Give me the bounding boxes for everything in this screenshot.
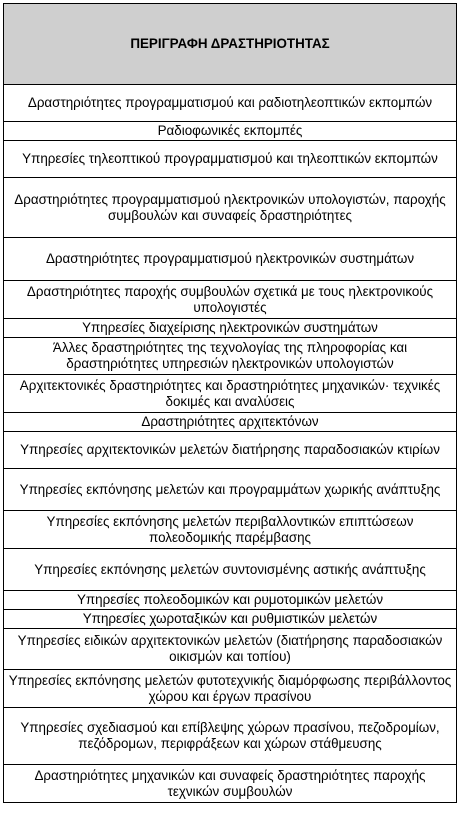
table-cell: Δραστηριότητες προγραμματισμού ηλεκτρονικών συστημάτων [4,238,457,281]
table-row [4,469,457,511]
table-cell: Ραδιοφωνικές εκπομπές [4,122,457,141]
table-row [4,141,457,178]
table-cell: Υπηρεσίες τηλεοπτικού προγραμματισμού και τηλεοπτικών εκπομπών [4,141,457,178]
table-cell: Υπηρεσίες σχεδιασμού και επίβλεψης χώρων πρασίνου, πεζοδρομίων, πεζόδρομων, περιφράξεων και χώρων στάθμευσης [4,708,457,765]
table-cell: Δραστηριότητες αρχιτεκτόνων [4,413,457,432]
table-row [4,549,457,591]
table-row [4,708,457,765]
table-row [4,670,457,708]
table-cell: Δραστηριότητες προγραμματισμού ηλεκτρονικών υπολογιστών, παροχής συμβουλών και συναφείς δραστηριότητες [4,178,457,238]
table-cell: Υπηρεσίες πολεοδομικών και ρυμοτομικών μελετών [4,591,457,610]
table-row [4,319,457,338]
table-cell: Άλλες δραστηριότητες της τεχνολογίας της πληροφορίας και δραστηριότητες υπηρεσιών ηλεκτρονικών υπολογιστών [4,338,457,375]
table-row [4,629,457,670]
table-cell: Υπηρεσίες ειδικών αρχιτεκτονικών μελετών (διατήρησης παραδοσιακών οικισμών και τοπίου) [4,629,457,670]
table-row [4,610,457,629]
activity-table [3,3,457,803]
table-row [4,591,457,610]
table-cell: Δραστηριότητες μηχανικών και συναφείς δραστηριότητες παροχής τεχνικών συμβουλών [4,765,457,803]
table-row [4,511,457,549]
table-cell: Υπηρεσίες εκπόνησης μελετών συντονισμένης αστικής ανάπτυξης [4,549,457,591]
table-cell: Υπηρεσίες αρχιτεκτονικών μελετών διατήρησης παραδοσιακών κτιρίων [4,432,457,469]
table-cell: Υπηρεσίες εκπόνησης μελετών και προγραμμάτων χωρικής ανάπτυξης [4,469,457,511]
table-row [4,432,457,469]
table-header-row [4,4,457,85]
table-row [4,238,457,281]
table-row [4,281,457,319]
table-row [4,122,457,141]
table-row [4,765,457,803]
table-cell: Υπηρεσίες διαχείρισης ηλεκτρονικών συστημάτων [4,319,457,338]
table-row [4,413,457,432]
table-cell: Υπηρεσίες εκπόνησης μελετών περιβαλλοντικών επιπτώσεων πολεοδομικής παρέμβασης [4,511,457,549]
table-cell: Δραστηριότητες παροχής συμβουλών σχετικά με τους ηλεκτρονικούς υπολογιστές [4,281,457,319]
table-cell: Δραστηριότητες προγραμματισμού και ραδιοτηλεοπτικών εκπομπών [4,85,457,122]
table-row [4,85,457,122]
table-cell: Υπηρεσίες χωροταξικών και ρυθμιστικών μελετών [4,610,457,629]
table-row [4,338,457,375]
column-header: ΠΕΡΙΓΡΑΦΗ ΔΡΑΣΤΗΡΙΟΤΗΤΑΣ [4,4,457,85]
table-row [4,178,457,238]
table-cell: Υπηρεσίες εκπόνησης μελετών φυτοτεχνικής διαμόρφωσης περιβάλλοντος χώρου και έργων πρασίνου [4,670,457,708]
table-row [4,375,457,413]
table-cell: Αρχιτεκτονικές δραστηριότητες και δραστηριότητες μηχανικών· τεχνικές δοκιμές και αναλύσεις [4,375,457,413]
